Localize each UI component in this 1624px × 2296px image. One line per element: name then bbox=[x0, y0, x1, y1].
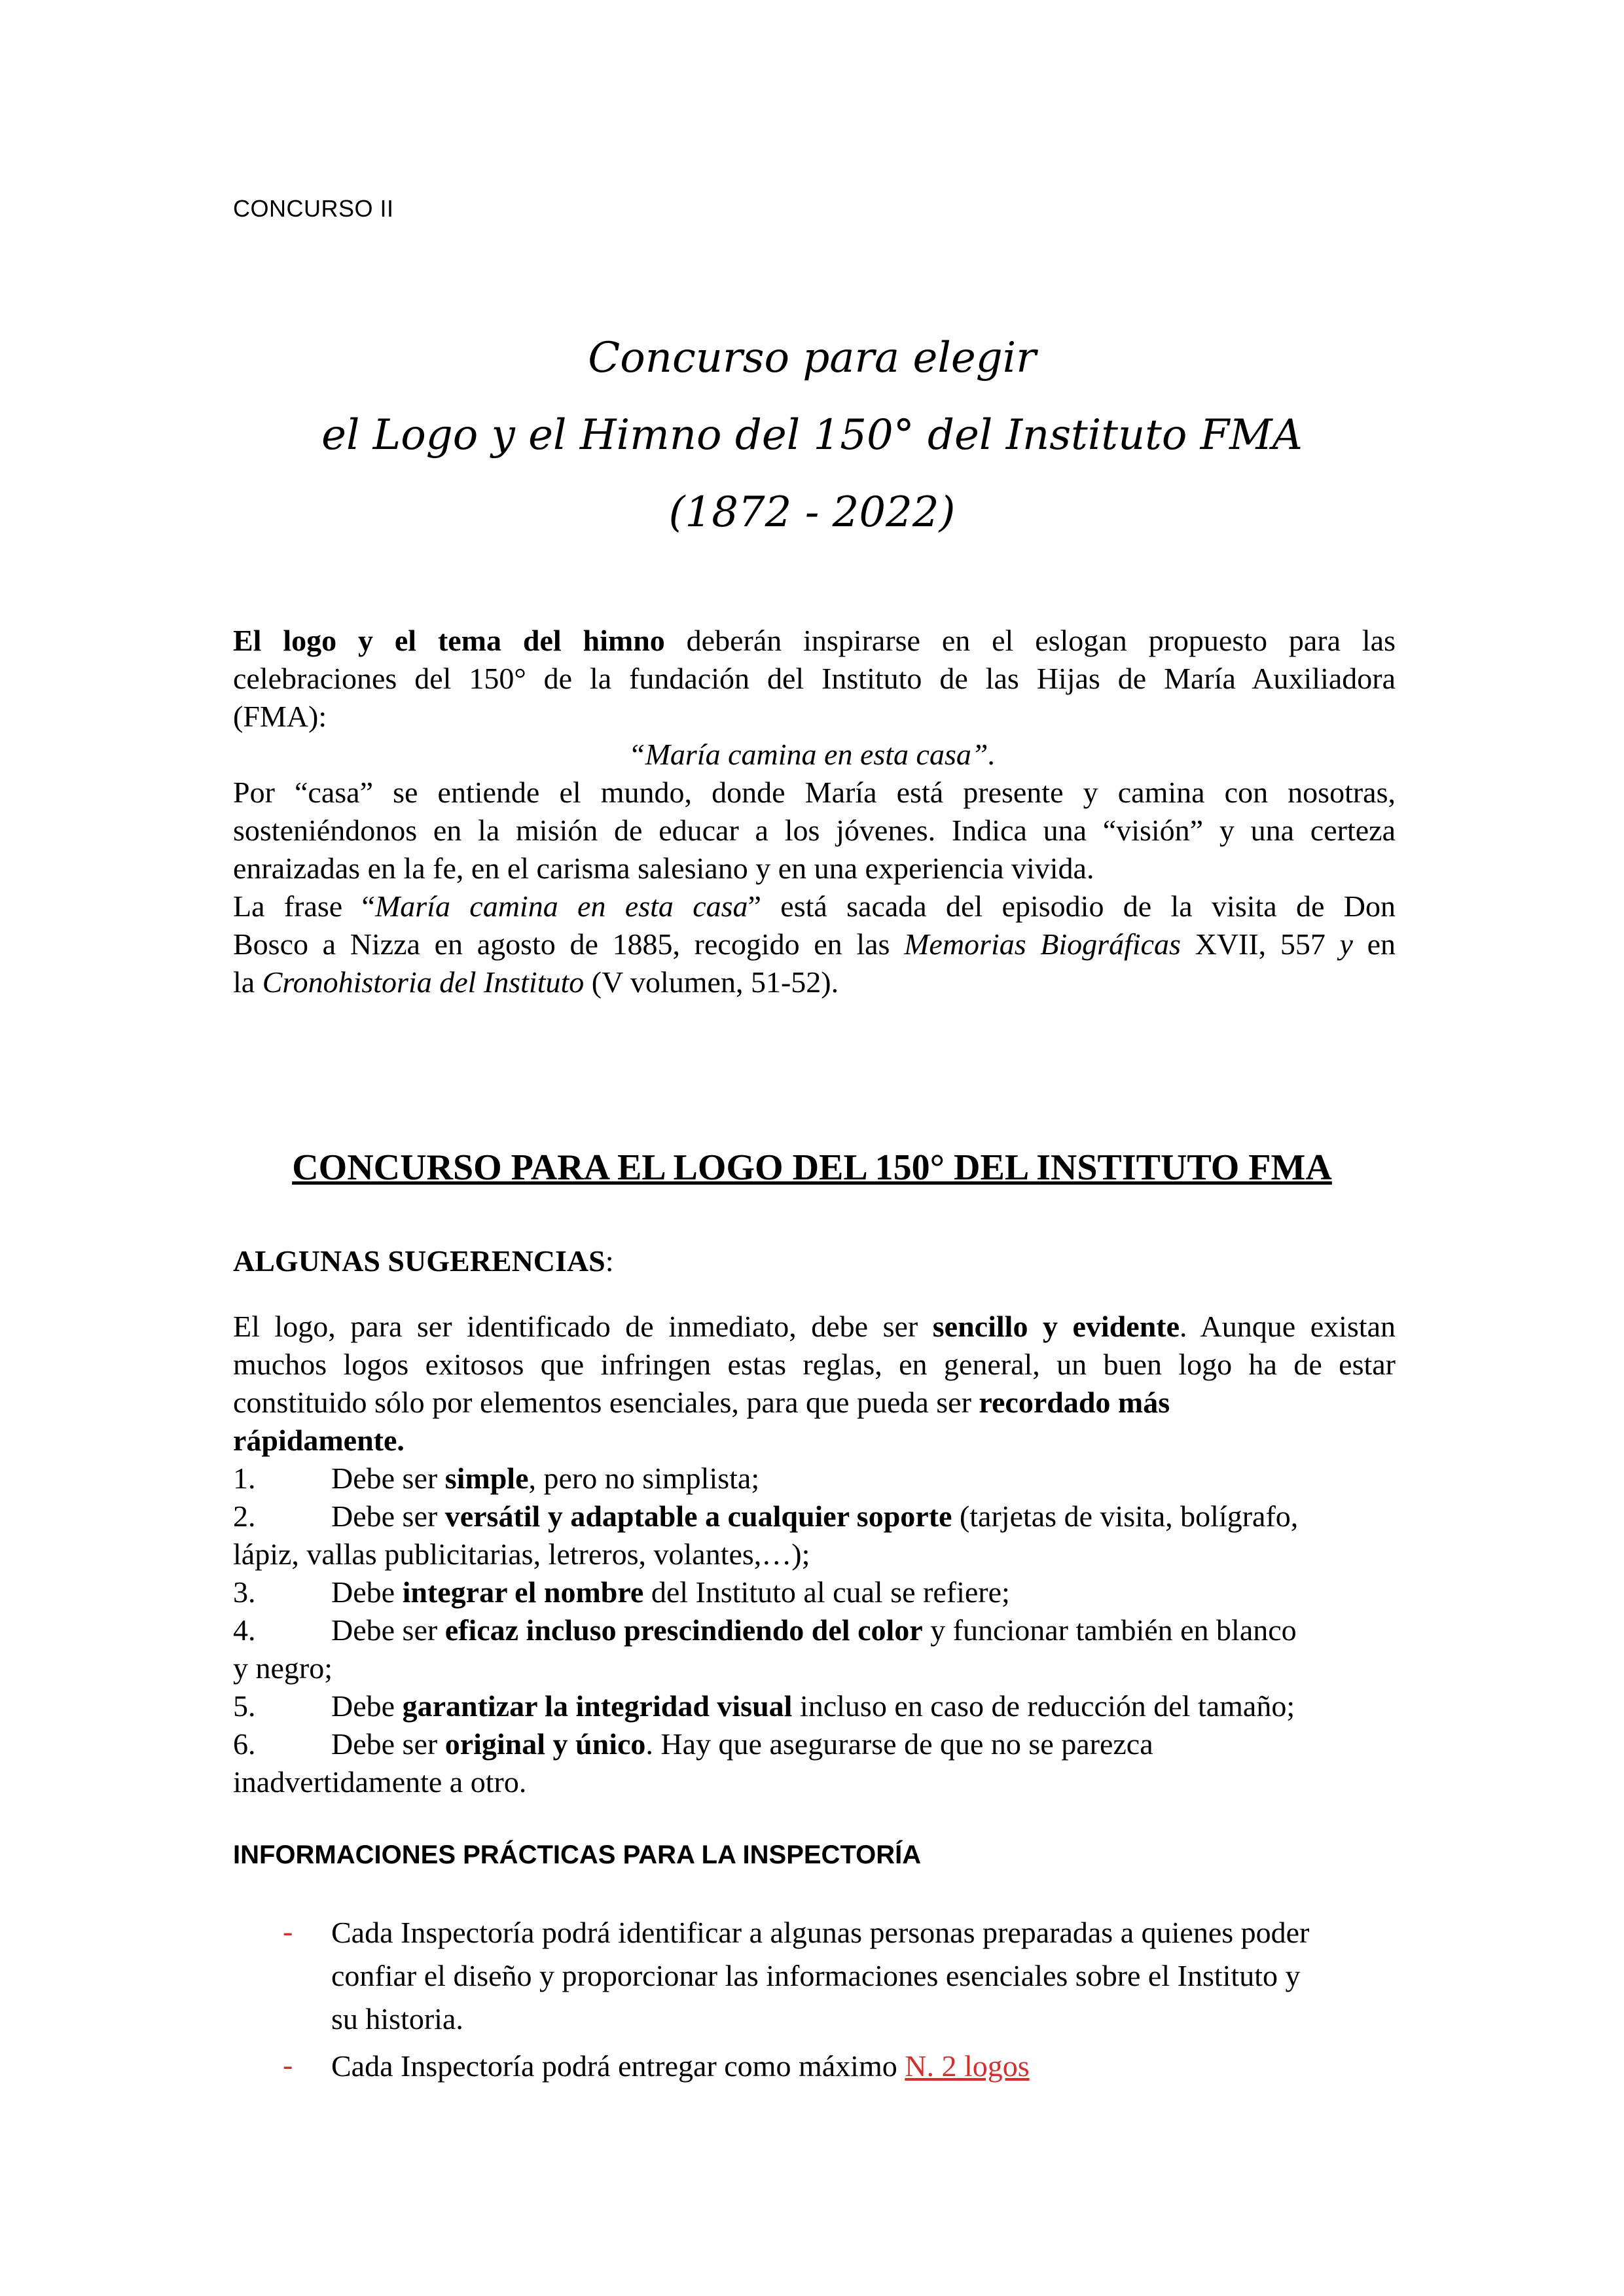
suggestion-line: muchos logos exitosos que infringen estas reglas, en general, un buen logo ha de estar bbox=[233, 1348, 1396, 1381]
text: Debe ser bbox=[331, 1499, 445, 1533]
text: XVII, 557 bbox=[1180, 927, 1340, 961]
text: , pero no simplista; bbox=[528, 1462, 760, 1495]
italic-text: Cronohistoria del Instituto bbox=[262, 965, 585, 999]
intro-text: deberán inspirarse en el eslogan propuesto para las bbox=[686, 624, 1396, 657]
subheading-colon: : bbox=[605, 1244, 614, 1278]
text: Debe bbox=[331, 1575, 403, 1609]
list-item-continuation: y negro; bbox=[233, 1651, 333, 1685]
text: Cada Inspectoría podrá entregar como máximo bbox=[331, 2049, 905, 2083]
intro-line: celebraciones del 150° de la fundación del Instituto de las Hijas de María Auxiliadora bbox=[233, 662, 1396, 695]
list-number: 1. bbox=[233, 1462, 256, 1495]
text: y funcionar también en blanco bbox=[922, 1613, 1297, 1647]
subheading-text: ALGUNAS SUGERENCIAS bbox=[233, 1244, 605, 1278]
intro-line bbox=[233, 963, 1396, 1001]
intro-line bbox=[233, 622, 1396, 660]
text: (V volumen, 51-52). bbox=[584, 965, 839, 999]
title-line-2: el Logo y el Himno del 150° del Instituto FMA bbox=[321, 411, 1303, 459]
bullet-dash: - bbox=[283, 2048, 293, 2081]
list-item bbox=[233, 1498, 1298, 1535]
bold-text: garantizar la integridad visual bbox=[402, 1689, 793, 1723]
text: (tarjetas de visita, bolígrafo, bbox=[952, 1499, 1299, 1533]
text: . Hay que asegurarse de que no se parezca bbox=[645, 1727, 1153, 1761]
text: ” está sacada del episodio de la visita de Don bbox=[748, 889, 1396, 923]
list-item bbox=[233, 1573, 1010, 1611]
intro-line: Por “casa” se entiende el mundo, donde María está presente y camina con nosotras, bbox=[233, 776, 1396, 809]
list-item bbox=[233, 1687, 1295, 1725]
title-line-1: Concurso para elegir bbox=[588, 334, 1036, 382]
suggestion-line bbox=[233, 1384, 1396, 1422]
intro-bold: El logo y el tema del himno bbox=[233, 624, 665, 657]
text: Debe bbox=[331, 1689, 403, 1723]
intro-line: (FMA): bbox=[233, 700, 327, 733]
text: la bbox=[233, 965, 262, 999]
text: incluso en caso de reducción del tamaño; bbox=[792, 1689, 1295, 1723]
title-line-3: (1872 - 2022) bbox=[668, 488, 956, 537]
bold-text: rápidamente. bbox=[233, 1424, 405, 1457]
text: El logo, para ser identificado de inmediato, debe ser bbox=[233, 1310, 933, 1343]
list-number: 4. bbox=[233, 1613, 256, 1647]
list-item-continuation: lápiz, vallas publicitarias, letreros, volantes,…); bbox=[233, 1537, 810, 1571]
header-label: CONCURSO II bbox=[233, 195, 394, 222]
bold-text: original y único bbox=[444, 1727, 646, 1761]
list-number: 3. bbox=[233, 1575, 256, 1609]
intro-line: sosteniéndonos en la misión de educar a los jóvenes. Indica una “visión” y una certeza bbox=[233, 814, 1396, 847]
bullet-dash: - bbox=[283, 1914, 293, 1948]
list-item bbox=[233, 1460, 759, 1498]
list-item bbox=[233, 1611, 1297, 1649]
italic-text: y bbox=[1339, 927, 1353, 961]
text: del Instituto al cual se refiere; bbox=[643, 1575, 1010, 1609]
text: en bbox=[1352, 927, 1396, 961]
intro-line: enraizadas en la fe, en el carisma salesiano y en una experiencia vivida. bbox=[233, 852, 1094, 885]
intro-line bbox=[233, 888, 1396, 925]
suggestion-line bbox=[233, 1308, 1396, 1346]
slogan-quote: “María camina en esta casa”. bbox=[628, 738, 996, 771]
bold-text: sencillo y evidente bbox=[932, 1310, 1180, 1343]
text: Debe ser bbox=[331, 1727, 445, 1761]
bold-text: simple bbox=[444, 1462, 529, 1495]
text: constituido sólo por elementos esenciales, para que pueda ser bbox=[233, 1386, 979, 1419]
list-item bbox=[233, 1725, 1153, 1763]
intro-line bbox=[233, 925, 1396, 963]
italic-text: Memorias Biográficas bbox=[904, 927, 1181, 961]
bullet-line bbox=[331, 2047, 1030, 2085]
bold-text: versátil y adaptable a cualquier soporte bbox=[444, 1499, 952, 1533]
info-heading: INFORMACIONES PRÁCTICAS PARA LA INSPECTORÍA bbox=[233, 1840, 922, 1869]
section-heading: CONCURSO PARA EL LOGO DEL 150° DEL INSTITUTO FMA bbox=[292, 1147, 1332, 1188]
subheading bbox=[233, 1244, 614, 1278]
suggestion-line bbox=[233, 1422, 1396, 1460]
bold-text: integrar el nombre bbox=[402, 1575, 644, 1609]
list-number: 2. bbox=[233, 1499, 256, 1533]
list-number: 5. bbox=[233, 1689, 256, 1723]
italic-text: María camina en esta casa bbox=[374, 889, 748, 923]
text: . Aunque existan bbox=[1180, 1310, 1396, 1343]
logos-limit-link[interactable]: N. 2 logos bbox=[905, 2049, 1030, 2083]
text: Bosco a Nizza en agosto de 1885, recogido en las bbox=[233, 927, 905, 961]
text: La frase “ bbox=[233, 889, 375, 923]
list-item-continuation: inadvertidamente a otro. bbox=[233, 1765, 527, 1799]
bullet-line: su historia. bbox=[331, 2002, 463, 2036]
list-number: 6. bbox=[233, 1727, 256, 1761]
bold-text: recordado más bbox=[979, 1386, 1170, 1419]
text: Debe ser bbox=[331, 1462, 445, 1495]
bold-text: eficaz incluso prescindiendo del color bbox=[444, 1613, 923, 1647]
bullet-line: Cada Inspectoría podrá identificar a algunas personas preparadas a quienes poder bbox=[331, 1916, 1310, 1949]
bullet-line: confiar el diseño y proporcionar las informaciones esenciales sobre el Instituto y bbox=[331, 1959, 1301, 1992]
text: Debe ser bbox=[331, 1613, 445, 1647]
